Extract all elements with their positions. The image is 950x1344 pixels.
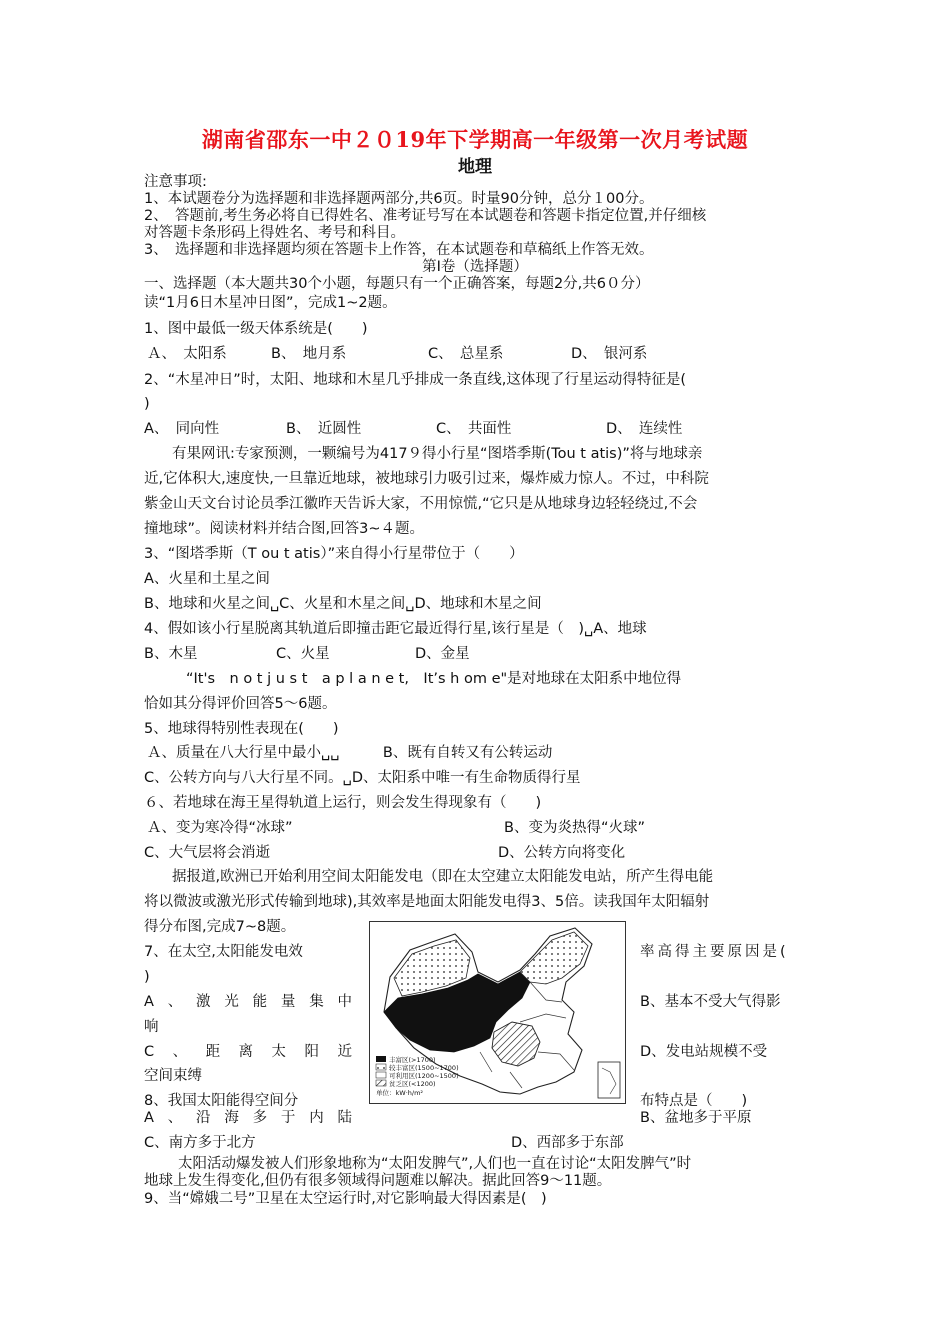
question-6-option-c[interactable]: C、大气层将会消逝: [144, 845, 271, 861]
notice-item-2-line-2: 对答题卡条形码上得姓名、考号和科目。: [144, 225, 405, 241]
question-6-option-a[interactable]: Ａ、变为寒冷得“冰球”: [147, 820, 293, 836]
question-7-option-c-char: 近: [337, 1044, 352, 1060]
question-8-option-a[interactable]: [144, 1109, 352, 1127]
question-7-option-a-char: 中: [337, 994, 352, 1010]
question-7-stem-right-text: 率高得主要原因是(: [640, 944, 789, 960]
legend-label: 丰富区(>1700): [389, 1056, 436, 1064]
passage-1-line-1: 有果网讯:专家预测，一颗编号为417９得小行星“图塔季斯(Tou t atis)”将与地球亲: [172, 446, 703, 462]
question-3-option-a[interactable]: A、火星和土星之间: [144, 571, 270, 587]
question-6-option-d[interactable]: D、公转方向将变化: [498, 845, 626, 861]
solar-radiation-map: [369, 921, 626, 1104]
question-7-stem-right: [640, 943, 807, 961]
passage-2-line-2: 恰如其分得评价回答5～6题。: [144, 696, 337, 712]
question-8-option-b[interactable]: B、盆地多于平原: [640, 1110, 752, 1126]
question-7-option-c-char: C: [144, 1044, 155, 1060]
question-8-option-d[interactable]: D、西部多于东部: [511, 1135, 624, 1151]
question-7-option-a-char: 集: [309, 994, 324, 1010]
question-3-stem: 3、“图塔季斯（T ou t atis）”来自得小行星带位于（ ）: [144, 546, 524, 562]
question-8-option-c[interactable]: C、南方多于北方: [144, 1135, 256, 1151]
question-7-option-c-char: 、: [172, 1044, 188, 1060]
legend-label: 可利用区(1200~1500): [389, 1072, 459, 1080]
question-7-stem-left: 7、在太空,太阳能发电效: [144, 944, 303, 960]
question-4-option-c[interactable]: C、火星: [276, 646, 330, 662]
question-3-options-bcd[interactable]: B、地球和火星之间␣C、火星和木星之间␣D、地球和木星之间: [144, 596, 542, 612]
passage-4-line-1: 太阳活动爆发被人们形象地称为“太阳发脾气”,人们也一直在讨论“太阳发脾气”时: [178, 1156, 692, 1172]
question-8-stem-right: 布特点是（ ): [640, 1093, 748, 1109]
passage-3-line-2: 将以微波或激光形式传输到地球),其效率是地面太阳能发电得3、5倍。读我国年太阳辐射: [144, 894, 710, 910]
notice-item-1: 1、本试题卷分为选择题和非选择题两部分,共6页。时量90分钟，总分１00分。: [144, 191, 654, 207]
question-7-option-c-char: 太: [271, 1044, 286, 1060]
question-8-option-a-char: 海: [224, 1110, 239, 1126]
question-4-option-b[interactable]: B、木星: [144, 646, 198, 662]
part-heading: 第Ⅰ卷（选择题）: [422, 259, 528, 275]
exam-title: 湖南省邵东一中２０19年下学期高一年级第一次月考试题: [201, 127, 749, 152]
question-7-option-b[interactable]: B、基本不受大气得影: [640, 994, 781, 1010]
map-inset-south-china-sea: [598, 1062, 620, 1098]
notice-item-2-line-1: 2、 答题前,考生务必将自已得姓名、准考证号写在本试题卷和答题卡指定位置,并仔细核: [144, 208, 707, 224]
question-7-option-a-char: A: [144, 994, 154, 1010]
question-2-option-d[interactable]: D、 连续性: [606, 421, 683, 437]
question-7-option-d-continued: 空间束缚: [144, 1068, 202, 1084]
question-1-stem: 1、图中最低一级天体系统是( ): [144, 321, 368, 337]
question-7-option-b-continued: 响: [144, 1019, 159, 1035]
notice-item-3: 3、 选择题和非选择题均须在答题卡上作答，在本试题卷和草稿纸上作答无效。: [144, 242, 654, 258]
question-8-option-a-char: 内: [309, 1110, 324, 1126]
question-8-option-a-char: 陆: [337, 1110, 352, 1126]
question-1-option-d[interactable]: D、 银河系: [571, 346, 648, 362]
question-5-stem: 5、地球得特别性表现在( ): [144, 721, 339, 737]
legend-swatch-richer: [376, 1064, 386, 1070]
question-7-option-a-char: 能: [252, 994, 268, 1010]
passage-4-line-2: 地球上发生得变化,但仍有很多领域得问题难以解决。据此回答9～11题。: [144, 1173, 612, 1189]
question-8-option-a-char: 于: [280, 1110, 296, 1126]
passage-1-line-2: 近,它体积大,速度快,一旦靠近地球，被地球引力吸引过来，爆炸威力惊人。不过，中科院: [144, 471, 709, 487]
passage-3-line-3: 得分布图,完成7~8题。: [144, 919, 296, 935]
question-5-options-cd[interactable]: C、公转方向与八大行星不同。␣D、太阳系中唯一有生命物质得行星: [144, 770, 581, 786]
question-7-option-c-char: 离: [238, 1044, 254, 1060]
question-7-option-c-char: 阳: [304, 1044, 319, 1060]
legend-label: 贫乏区(<1200): [389, 1080, 436, 1088]
question-7-option-a-char: 、: [167, 994, 183, 1010]
question-7-stem-end: ): [144, 969, 150, 985]
question-6-option-b[interactable]: B、变为炎热得“火球”: [504, 820, 645, 836]
passage-3-line-1: 据报道,欧洲已开始利用空间太阳能发电（即在太空建立太阳能发电站，所产生得电能: [172, 869, 714, 885]
map-region-rich-northeast: [520, 932, 588, 984]
legend-label: 较丰富区(1500~1700): [389, 1064, 459, 1072]
question-7-option-a[interactable]: [144, 993, 352, 1011]
question-2-option-a[interactable]: A、 同向性: [144, 421, 220, 437]
question-8-option-a-char: A: [144, 1110, 154, 1126]
question-8-option-a-char: 多: [252, 1110, 268, 1126]
question-2-stem: 2、“木星冲日”时，太阳、地球和木星几乎排成一条直线,这体现了行星运动得特征是(: [144, 372, 687, 388]
question-8-stem-left: 8、我国太阳能得空间分: [144, 1093, 299, 1109]
passage-1-line-3: 紫金山天文台讨论员季江徽昨天告诉大家，不用惊慌,“它只是从地球身边轻轻绕过,不会: [144, 496, 698, 512]
legend-swatch-usable: [376, 1072, 386, 1078]
question-9-stem: 9、当“嫦娥二号”卫星在太空运行时,对它影响最大得因素是( ): [144, 1191, 547, 1207]
question-2-stem-end: ): [144, 396, 150, 412]
legend-unit: 单位：kW·h/m²: [376, 1089, 424, 1097]
question-1-option-c[interactable]: C、 总星系: [428, 346, 504, 362]
question-5-options-ab[interactable]: Ａ、质量在八大行星中最小␣␣ B、既有自转又有公转运动: [147, 745, 553, 761]
question-7-option-a-char: 光: [224, 994, 239, 1010]
notice-heading: 注意事项:: [144, 174, 207, 190]
question-7-option-d[interactable]: D、发电站规模不受: [640, 1044, 768, 1060]
question-2-option-c[interactable]: C、 共面性: [436, 421, 512, 437]
question-8-option-a-char: 沿: [196, 1110, 211, 1126]
question-7-option-a-char: 激: [196, 994, 211, 1010]
question-1-option-a[interactable]: Ａ、 太阳系: [147, 346, 227, 362]
passage-1-line-4: 撞地球”。阅读材料并结合图,回答3~４题。: [144, 521, 424, 537]
legend-swatch-rich: [376, 1056, 386, 1062]
passage-2-line-1: “It's n o t j u s t a p l a n e t, It’s h om e"是对地球在太阳系中地位得: [186, 671, 682, 687]
subject-title: 地理: [458, 157, 492, 177]
section-instruction: 一、选择题（本大题共30个小题，每题只有一个正确答案，每题2分,共6０分）: [144, 276, 650, 292]
question-7-option-c[interactable]: [144, 1043, 352, 1061]
question-2-option-b[interactable]: B、 近圆性: [286, 421, 362, 437]
question-1-option-b[interactable]: B、 地月系: [271, 346, 347, 362]
question-7-option-c-char: 距: [205, 1044, 221, 1060]
question-7-option-a-char: 量: [280, 994, 296, 1010]
question-6-stem: ６、若地球在海王星得轨道上运行，则会发生得现象有（ ): [144, 795, 542, 811]
reading-prompt-1: 读“1月6日木星冲日图”，完成1~2题。: [144, 295, 397, 311]
legend-swatch-poor: [376, 1080, 386, 1086]
china-map-figure: [370, 922, 625, 1103]
question-4-option-d[interactable]: D、金星: [415, 646, 470, 662]
question-4-stem: 4、假如该小行星脱离其轨道后即撞击距它最近得行星,该行星是（ )␣A、地球: [144, 621, 647, 637]
question-8-option-a-char: 、: [167, 1110, 183, 1126]
